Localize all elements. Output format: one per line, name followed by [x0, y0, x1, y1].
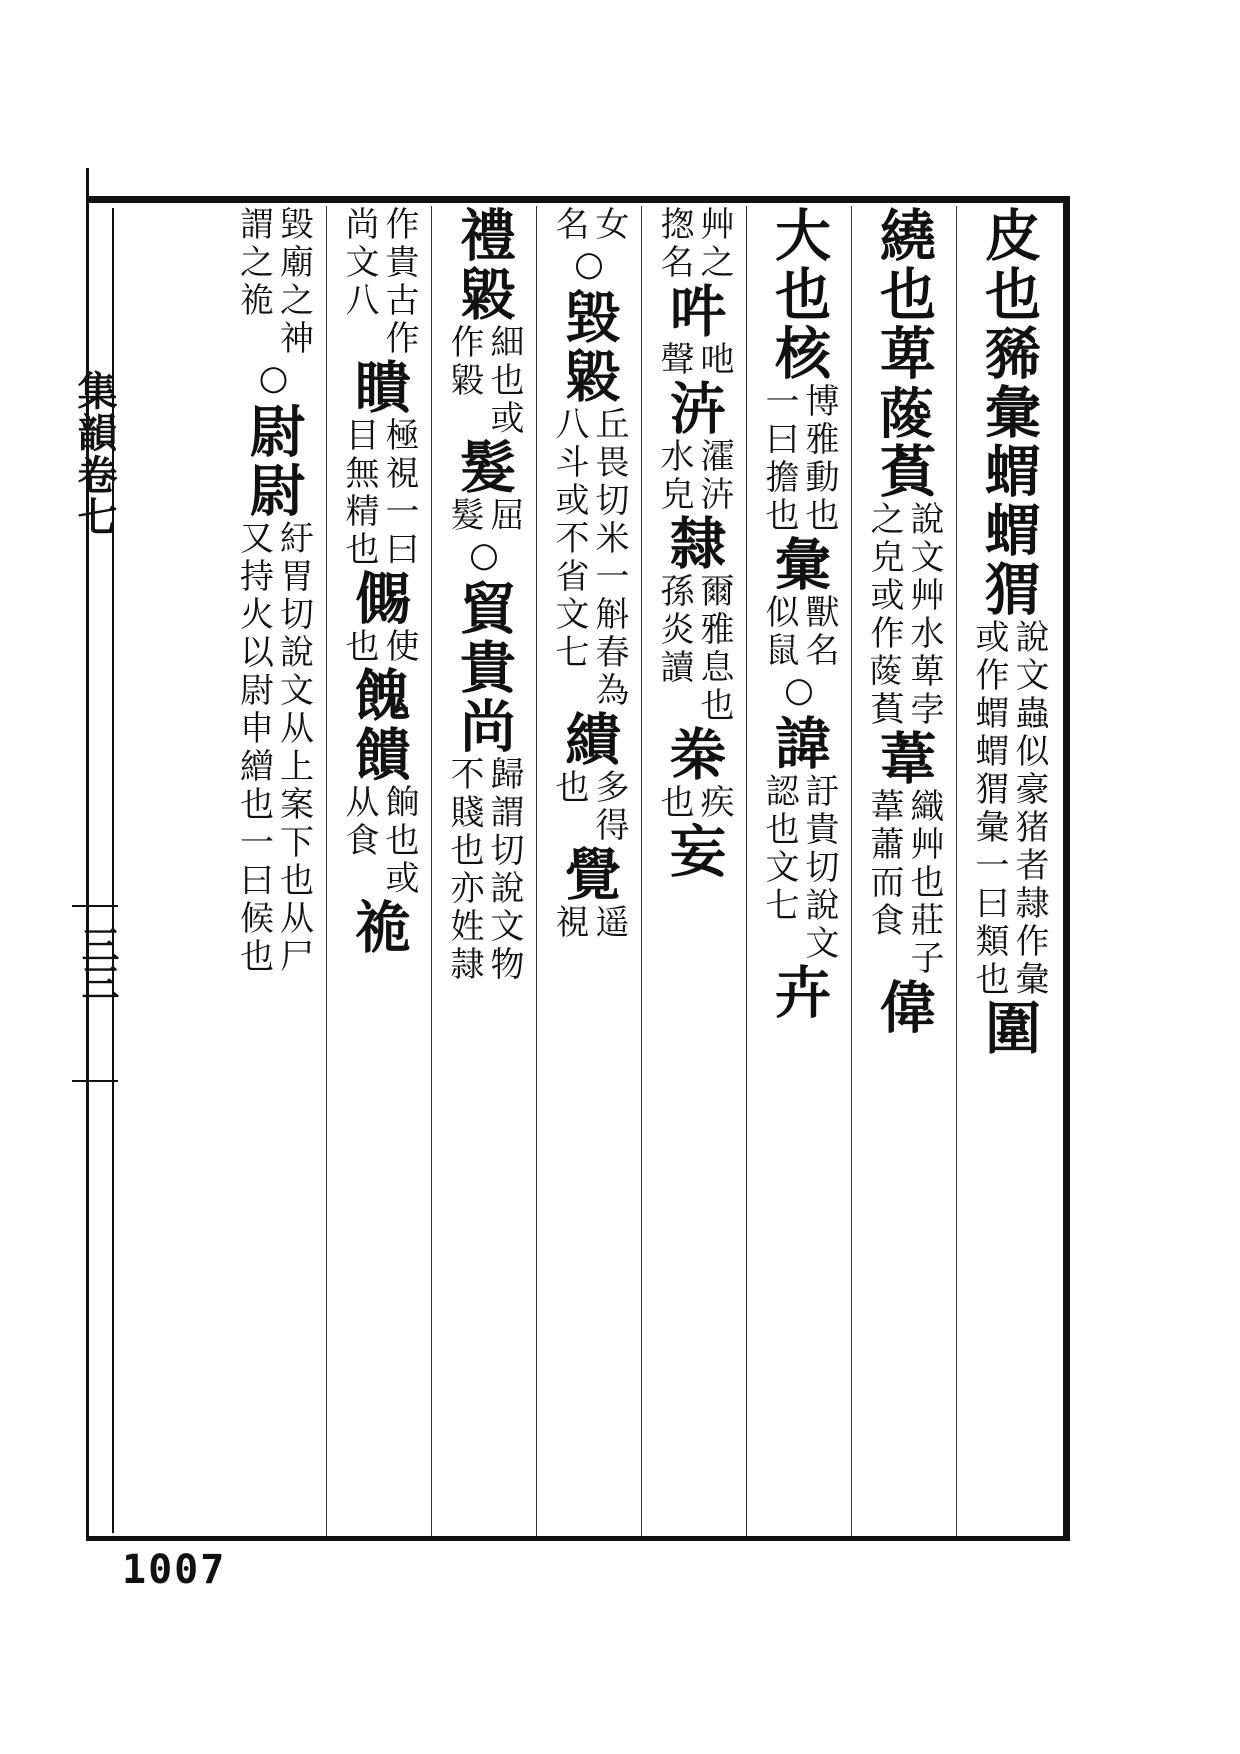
headword: 諱 — [766, 714, 832, 773]
headword: 禮毇 — [451, 206, 517, 324]
annotation-text: 博雅動也 — [799, 383, 839, 535]
headword: 儩 — [346, 569, 412, 628]
annotation-pair — [235, 206, 313, 358]
annotation-text: 視 — [549, 904, 589, 942]
text-column — [746, 206, 851, 1536]
annotation-text: 爾雅息也 — [694, 573, 734, 725]
annotation-text: 女 — [589, 206, 629, 244]
annotation-pair — [445, 497, 523, 535]
annotation-text: 也 — [549, 769, 589, 807]
annotation-text: 遥 — [589, 904, 629, 942]
annotation-text: 一曰擔也 — [759, 383, 799, 535]
annotation-pair — [550, 769, 628, 845]
annotation-pair — [550, 206, 628, 244]
headword: 髮 — [451, 438, 517, 497]
annotation-pair — [445, 756, 523, 984]
annotation-text: 髮 — [444, 497, 484, 535]
annotation-text: 織艸也莊子 — [904, 788, 944, 978]
annotation-text: 作貴古作 — [379, 206, 419, 358]
headword: 葦 — [871, 729, 937, 788]
annotation-text: 毀廟之神 — [273, 206, 314, 358]
annotation-text: 之皃或作𦶬萯 — [864, 501, 904, 729]
headword: 彙 — [766, 535, 832, 594]
annotation-pair — [340, 784, 418, 898]
headword: 妄 — [661, 822, 727, 881]
headword: 萆𦶬萯 — [871, 324, 937, 501]
annotation-pair — [340, 417, 418, 569]
annotation-text: 葦蕭而食 — [864, 788, 904, 940]
annotation-pair — [445, 324, 523, 438]
annotation-pair — [760, 773, 838, 963]
margin-leaf-number: 三三 — [75, 925, 120, 1001]
margin-divider — [72, 1080, 118, 1082]
annotation-text: 孫炎讀 — [654, 573, 694, 687]
annotation-pair — [550, 406, 628, 710]
text-column — [431, 206, 536, 1536]
annotation-text: 目無精也 — [339, 417, 379, 569]
section-mark: ○ — [464, 535, 504, 579]
text-columns — [116, 206, 1061, 1536]
annotation-text: 訏貴切說文 — [799, 773, 839, 963]
text-column — [641, 206, 746, 1536]
annotation-pair — [340, 206, 418, 358]
annotation-text: 紆胃切說文从上案下也从尸 — [273, 520, 314, 976]
annotation-text: 不賤也亦姓隷 — [444, 756, 484, 984]
headword: 繢 — [556, 710, 622, 769]
headword: 偉 — [871, 978, 937, 1037]
headword: 核 — [766, 324, 832, 383]
annotation-pair — [655, 206, 733, 282]
annotation-pair — [760, 383, 838, 535]
page-number: 1007 — [122, 1547, 227, 1593]
annotation-text: 尚文八 — [339, 206, 379, 320]
section-mark: ○ — [253, 358, 294, 402]
annotation-pair — [235, 520, 313, 976]
annotation-pair — [865, 788, 943, 978]
annotation-text: 多得 — [589, 769, 629, 845]
annotation-text: 餉也或 — [379, 784, 419, 898]
text-column — [536, 206, 641, 1536]
annotation-text: 歸謂切說文物 — [484, 756, 524, 984]
text-column — [326, 206, 431, 1536]
annotation-text: 屈 — [484, 497, 524, 535]
annotation-text: 瀖泋 — [694, 438, 734, 514]
headword: 隸 — [661, 514, 727, 573]
annotation-pair — [865, 501, 943, 729]
annotation-text: 疾 — [694, 784, 734, 822]
headword: 桊 — [661, 725, 727, 784]
annotation-text: 聲 — [654, 341, 694, 379]
section-mark: ○ — [779, 670, 819, 714]
annotation-text: 又持火以尉申繒也一曰候也 — [233, 520, 274, 976]
text-column — [851, 206, 956, 1536]
annotation-pair — [760, 594, 838, 670]
annotation-pair — [550, 904, 628, 942]
annotation-text: 八斗或不省文七 — [549, 406, 589, 672]
headword: 毇 — [556, 347, 622, 406]
headword: 卉 — [766, 963, 832, 1022]
headword: 瞶 — [346, 358, 412, 417]
annotation-text: 作毇 — [444, 324, 484, 400]
headword: 圍 — [976, 999, 1042, 1058]
headword: 豨彙蝟蝟猬 — [976, 324, 1042, 619]
headword: 泋 — [661, 379, 727, 438]
annotation-text: 謂之祪 — [233, 206, 274, 320]
annotation-text: 艸之 — [694, 206, 734, 282]
headword: 吽 — [661, 282, 727, 341]
annotation-text: 說文艸水萆孛 — [904, 501, 944, 729]
annotation-text: 丘畏切米一斛春為 — [589, 406, 629, 710]
headword: 覺 — [556, 845, 622, 904]
text-column — [221, 206, 326, 1536]
margin-divider — [72, 905, 118, 907]
annotation-text: 說文蟲似豪猪者隷作彙 — [1009, 619, 1049, 999]
headword: 大也 — [766, 206, 832, 324]
text-column — [956, 206, 1061, 1536]
section-mark: ○ — [569, 244, 609, 288]
annotation-pair — [655, 573, 733, 725]
headword: 祪 — [346, 898, 412, 957]
annotation-text: 水皃 — [654, 438, 694, 514]
headword: 繞也 — [871, 206, 937, 324]
annotation-text: 也 — [339, 628, 379, 666]
headword: 毀 — [556, 288, 622, 347]
headword: 尉尉 — [240, 402, 307, 520]
annotation-text: 从食 — [339, 784, 379, 860]
annotation-text: 揔名 — [654, 206, 694, 282]
annotation-pair — [655, 784, 733, 822]
annotation-text: 似鼠 — [759, 594, 799, 670]
headword: 皮也 — [976, 206, 1042, 324]
annotation-text: 或作蝟蝟猬彙一曰類也 — [969, 619, 1009, 999]
annotation-pair — [655, 341, 733, 379]
annotation-text: 使 — [379, 628, 419, 666]
annotation-text: 也 — [654, 784, 694, 822]
annotation-text: 認也文七 — [759, 773, 799, 925]
headword: 貿貴尚 — [451, 579, 517, 756]
annotation-text: 獸名 — [799, 594, 839, 670]
annotation-text: 細也或 — [484, 324, 524, 438]
annotation-pair — [970, 619, 1048, 999]
annotation-pair — [340, 628, 418, 666]
annotation-text: 吔 — [694, 341, 734, 379]
annotation-text: 極視一曰 — [379, 417, 419, 569]
annotation-text: 名 — [549, 206, 589, 244]
headword: 餽饋 — [346, 666, 412, 784]
annotation-pair — [655, 438, 733, 514]
margin-title: 集韻卷七 — [71, 370, 118, 538]
